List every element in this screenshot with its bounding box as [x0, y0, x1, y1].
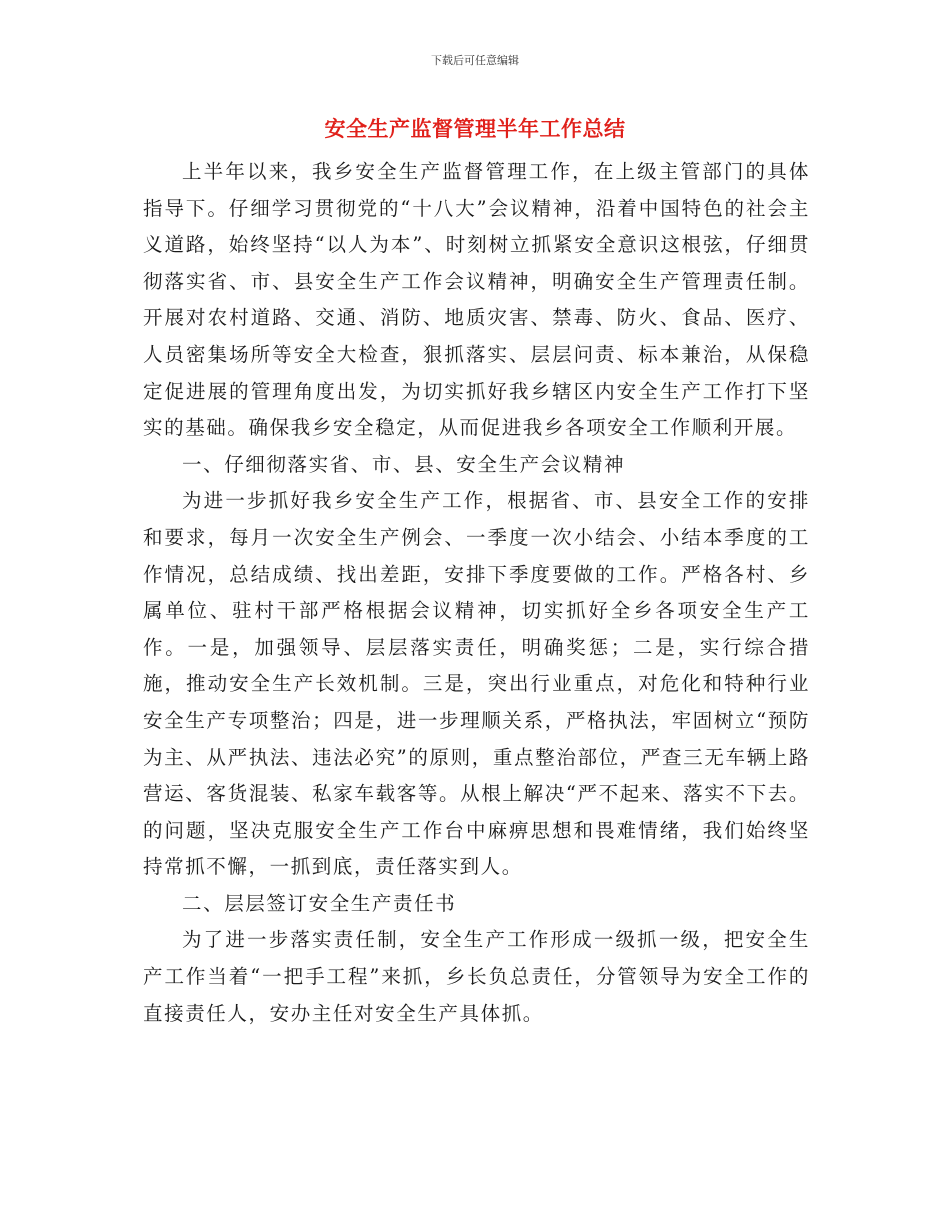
paragraph-intro: 上半年以来，我乡安全生产监督管理工作，在上级主管部门的具体指导下。仔细学习贯彻党的“十八大”会议精神，沿着中国特色的社会主义道路，始终坚持“以人为本”、时刻树立抓紧安全意识这根弦，仔细贯彻落实省、市、县安全生产工作会议精神，明确安全生产管理责任制。开展对农村道路、交通、消防、地质灾害、禁毒、防火、食品、医疗、人员密集场所等安全大检查，狠抓落实、层层问责、标本兼治，从保稳定促进展的管理角度出发，为切实抓好我乡辖区内安全生产工作打下坚实的基础。确保我乡安全稳定，从而促进我乡各项安全工作顺利开展。	[143, 160, 810, 440]
section-heading-1: 一、仔细彻落实省、市、县、安全生产会议精神	[182, 452, 626, 476]
paragraph-section-1: 为进一步抓好我乡安全生产工作，根据省、市、县安全工作的安排和要求，每月一次安全生产例会、一季度一次小结会、小结本季度的工作情况，总结成绩、找出差距，安排下季度要做的工作。严格各村、乡属单位、驻村干部严格根据会议精神，切实抓好全乡各项安全生产工作。一是，加强领导、层层落实责任，明确奖惩；二是，实行综合措施，推动安全生产长效机制。三是，突出行业重点，对危化和特种行业安全生产专项整治；四是，进一步理顺关系，严格执法，牢固树立“预防为主、从严执法、违法必究”的原则，重点整治部位，严查三无车辆上路营运、客货混装、私家车载客等。从根上解决“严不起来、落实不下去。的问题，坚决克服安全生产工作台中麻痹思想和畏难情绪，我们始终坚持常抓不懈，一抓到底，责任落实到人。	[143, 489, 810, 879]
section-heading-2: 二、层层签订安全生产责任书	[182, 891, 457, 915]
paragraph-section-2: 为了进一步落实责任制，安全生产工作形成一级抓一级，把安全生产工作当着“一把手工程”来抓，乡长负总责任，分管领导为安全工作的直接责任人，安办主任对安全生产具体抓。	[143, 928, 810, 1025]
header-note: 下载后可任意编辑	[431, 54, 519, 67]
document-body	[143, 154, 810, 1032]
document-title: 安全生产监督管理半年工作总结	[324, 117, 626, 141]
